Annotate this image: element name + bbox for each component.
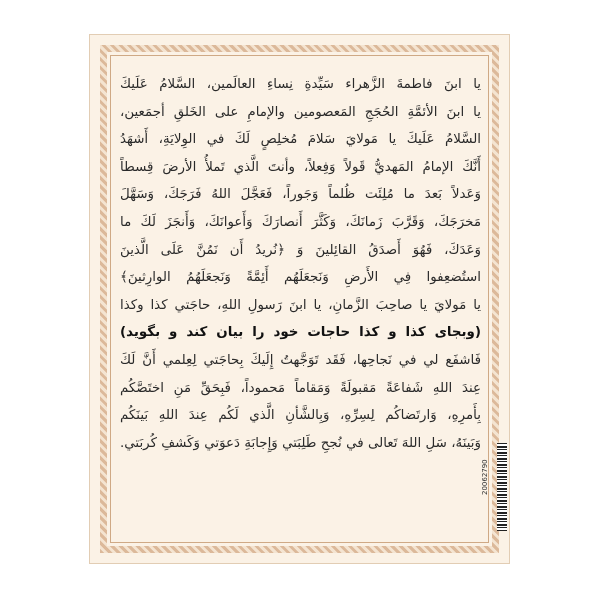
prayer-line: وَبَينَهُ، سَلِ اللهَ تَعالى في نُجحِ طَلِبَتي وَإِجابَةِ دَعوَتي وَكَشفِ كُربَتي. [120,435,481,451]
prayer-line: فَاشفَع لي في نَجاحِها، فَقَد تَوَجَّهتُ إِلَيكَ بِحاجَتي لِعِلمي أَنَّ لَكَ [120,352,481,368]
barcode [497,443,507,531]
prayer-card [89,34,510,564]
prayer-line: وَعَدلاً بَعدَ ما مُلِئَت ظُلماً وَجَوراً، فَعَجَّلَ اللهُ فَرَجَكَ، وَسَهَّلَ [120,187,481,203]
prayer-line: مَخرَجَكَ، وَقَرَّبَ زَمانَكَ، وَكَثَّرَ أَنصارَكَ وَأَعوانَكَ، وَأَنجَزَ لَكَ ما [120,214,481,230]
prayer-line: يا ابنَ الأئمَّةِ الحُجَجِ المَعصومين والإمامِ على الخَلقِ أجمَعين، [120,104,481,120]
prayer-line: يا ابنَ فاطمةَ الزَّهراء سَيِّدةِ نِساءِ العالَمين، السَّلامُ عَلَيكَ [120,77,481,92]
prayer-text [120,71,481,535]
prayer-line: يا مَولايَ يا صاحِبَ الزَّمانِ، يا ابنَ رَسولِ اللهِ، حاجَتي كذا وكذا [120,297,481,313]
prayer-line: بِأَمرِهِ، وَارتَضاكُم لِسِرِّهِ، وَبِالشَّأنِ الَّذي لَكُم عِندَ اللهِ بَينَكُم [120,408,481,424]
instruction-line: (وبجای کذا و کذا حاجات خود را بیان کند و بگوید) [120,325,481,341]
prayer-line: السَّلامُ عَلَيكَ يا مَولايَ سَلامَ مُخلِصٍ لَكَ في الوِلايَةِ، أَشهَدُ [120,132,481,148]
prayer-line: عِندَ اللهِ شَفاعَةً مَقبولَةً وَمَقاماً مَحموداً، فَبِحَقِّ مَنِ اختَصَّكُم [120,380,481,396]
prayer-line: وَعَدَكَ، فَهُوَ أَصدَقُ القائِلينَ وَ ﴿نُريدُ أَن نَمُنَّ عَلَى الَّذينَ [120,242,481,258]
prayer-line: استُضعِفوا فِي الأَرضِ وَنَجعَلَهُم أَئِمَّةً وَنَجعَلَهُمُ الوارِثينَ﴾ [120,270,481,286]
prayer-line: أَنَّكَ الإمامُ المَهديُّ قَولاً وَفِعلاً، وأنتَ الَّذي تَملأُ الأرضَ قِسطاً [120,159,481,175]
barcode-number: 20062790 [481,459,490,495]
